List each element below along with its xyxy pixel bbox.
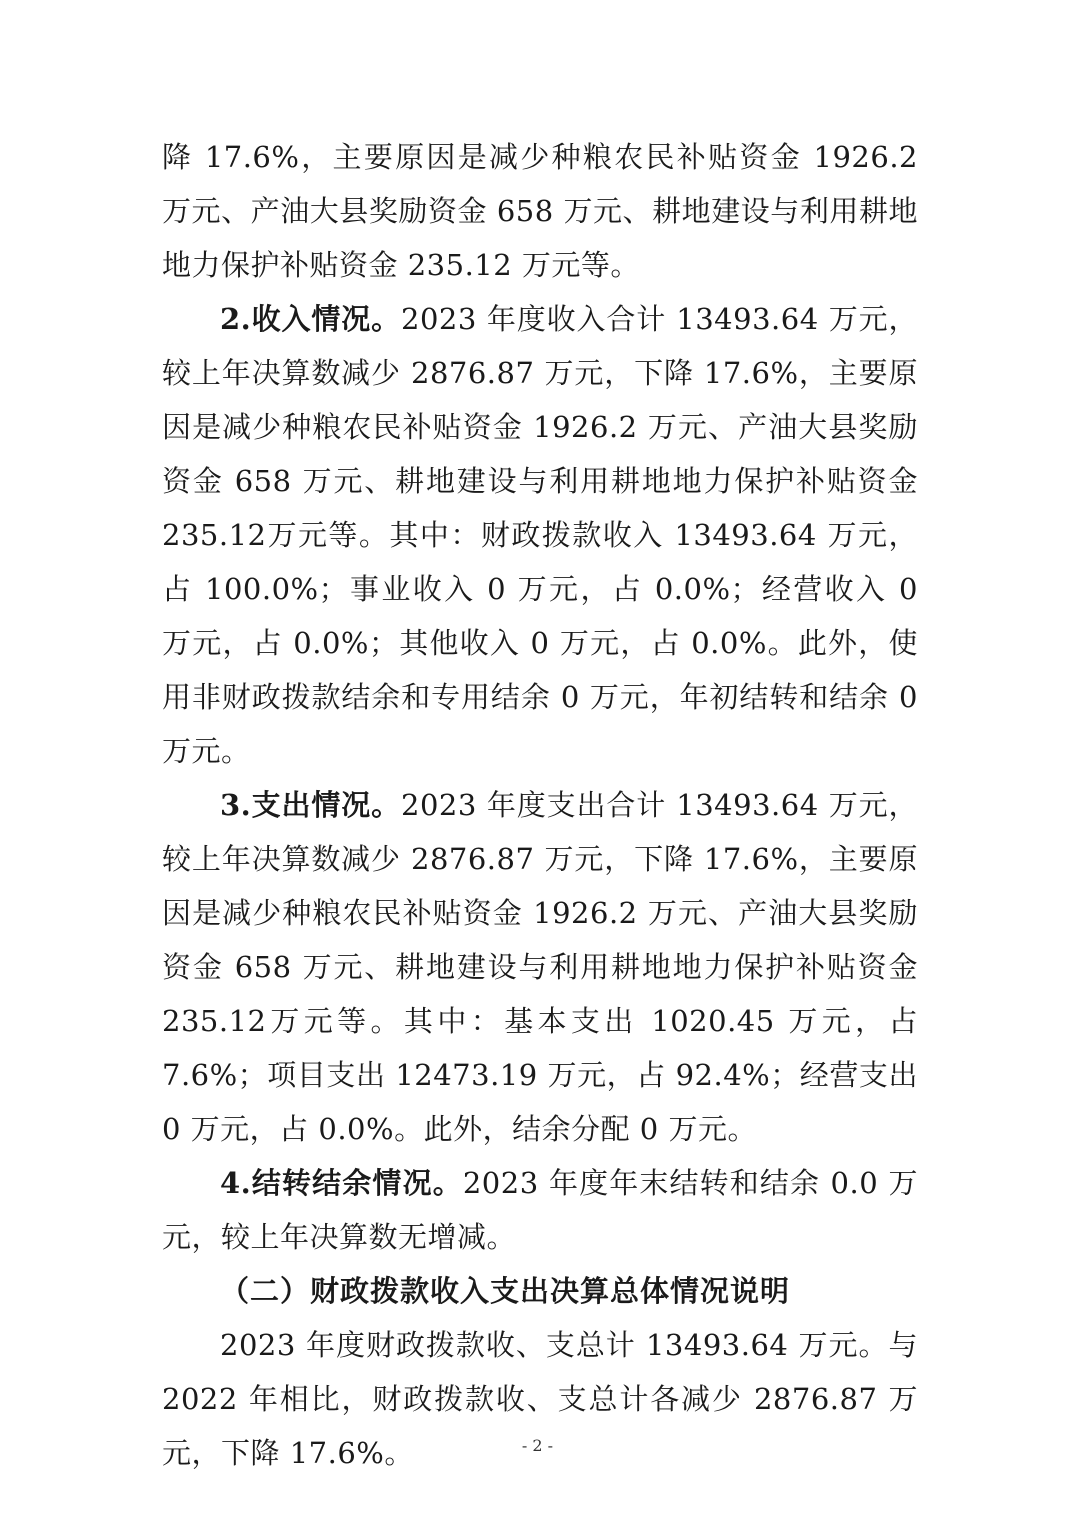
paragraph-text: 2023 年度收入合计 13493.64 万元，较上年决算数减少 2876.87 万元，下降 17.6%，主要原因是减少种粮农民补贴资金 1926.2 万元、产油大县奖励资金 658 万元、耕地建设与利用耕地地力保护补贴资金235.12万元等。其中：财政拨款收入 13493.64 万元，占 100.0%；事业收入 0 万元，占 0.0%；经营收入 0 万元，占 0.0%；其他收入 0 万元，占 0.0%。此外，使用非财政拨款结余和专用结余 0 万元，年初结转和结余 0 万元。: [162, 302, 918, 768]
paragraph-appropriation-summary: [162, 1318, 918, 1480]
paragraph-text: 2023 年度支出合计 13493.64 万元，较上年决算数减少 2876.87 万元，下降 17.6%，主要原因是减少种粮农民补贴资金 1926.2 万元、产油大县奖励资金 658 万元、耕地建设与利用耕地地力保护补贴资金235.12万元等。其中：基本支出 1020.45 万元，占 7.6%；项目支出 12473.19 万元，占 92.4%；经营支出 0 万元，占 0.0%。此外，结余分配 0 万元。: [162, 788, 918, 1146]
paragraph-text: 2023 年度财政拨款收、支总计 13493.64 万元。与 2022 年相比，财政拨款收、支总计各减少 2876.87 万元，下降 17.6%。: [162, 1328, 918, 1470]
paragraph-income: [162, 292, 918, 778]
document-body: [162, 130, 918, 1480]
paragraph-lead-expenditure: 3.支出情况。: [220, 788, 402, 822]
paragraph-continuation: [162, 130, 918, 292]
paragraph-lead-income: 2.收入情况。: [220, 302, 402, 336]
section-heading: （二）财政拨款收入支出决算总体情况说明: [220, 1274, 791, 1308]
paragraph-expenditure: [162, 778, 918, 1156]
paragraph-lead-carryover: 4.结转结余情况。: [220, 1166, 463, 1200]
paragraph-carryover: [162, 1156, 918, 1264]
paragraph-text: 降 17.6%，主要原因是减少种粮农民补贴资金 1926.2 万元、产油大县奖励资金 658 万元、耕地建设与利用耕地地力保护补贴资金 235.12 万元等。: [162, 140, 918, 282]
page-number: - 2 -: [521, 1436, 554, 1455]
paragraph-text: 2023 年度年末结转和结余 0.0 万元，较上年决算数无增减。: [162, 1166, 919, 1254]
